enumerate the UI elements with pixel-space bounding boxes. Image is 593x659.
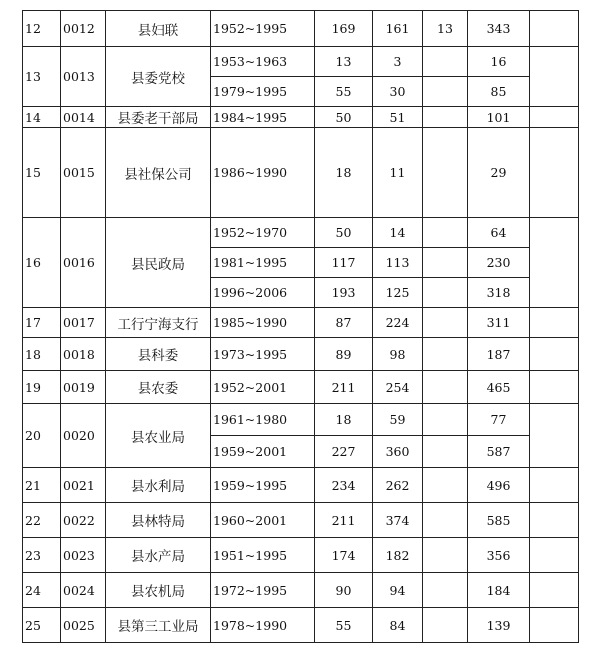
total-cell: 496 <box>468 468 530 503</box>
year-range-cell: 1985~1990 <box>211 308 315 338</box>
total-cell: 311 <box>468 308 530 338</box>
year-range-cell: 1979~1995 <box>211 77 315 107</box>
table-row <box>23 128 579 218</box>
count-b-cell: 3 <box>373 47 423 77</box>
year-range-cell: 1961~1980 <box>211 404 315 436</box>
count-b-cell: 161 <box>373 11 423 47</box>
total-cell: 16 <box>468 47 530 77</box>
total-cell: 101 <box>468 107 530 128</box>
remarks-cell <box>530 538 579 573</box>
row-index-cell: 25 <box>23 608 61 643</box>
remarks-cell <box>530 573 579 608</box>
remarks-cell <box>530 47 579 107</box>
count-a-cell: 174 <box>315 538 373 573</box>
table-row <box>23 538 579 573</box>
row-index-cell: 21 <box>23 468 61 503</box>
organization-name-cell: 县农业局 <box>106 404 211 468</box>
table-row <box>23 404 579 436</box>
remarks-cell <box>530 107 579 128</box>
count-c-cell <box>423 218 468 248</box>
count-a-cell: 211 <box>315 503 373 538</box>
remarks-cell <box>530 308 579 338</box>
count-c-cell: 13 <box>423 11 468 47</box>
count-a-cell: 227 <box>315 436 373 468</box>
count-b-cell: 182 <box>373 538 423 573</box>
year-range-cell: 1952~2001 <box>211 371 315 404</box>
table-row <box>23 47 579 77</box>
year-range-cell: 1972~1995 <box>211 573 315 608</box>
total-cell: 343 <box>468 11 530 47</box>
count-a-cell: 50 <box>315 107 373 128</box>
organization-name-cell: 县水产局 <box>106 538 211 573</box>
year-range-cell: 1996~2006 <box>211 278 315 308</box>
count-b-cell: 98 <box>373 338 423 371</box>
total-cell: 230 <box>468 248 530 278</box>
count-c-cell <box>423 47 468 77</box>
count-c-cell <box>423 404 468 436</box>
count-c-cell <box>423 538 468 573</box>
year-range-cell: 1953~1963 <box>211 47 315 77</box>
row-index-cell: 23 <box>23 538 61 573</box>
row-index-cell: 13 <box>23 47 61 107</box>
count-c-cell <box>423 608 468 643</box>
count-a-cell: 18 <box>315 404 373 436</box>
count-b-cell: 254 <box>373 371 423 404</box>
year-range-cell: 1959~1995 <box>211 468 315 503</box>
total-cell: 139 <box>468 608 530 643</box>
row-index-cell: 24 <box>23 573 61 608</box>
count-b-cell: 125 <box>373 278 423 308</box>
count-a-cell: 211 <box>315 371 373 404</box>
count-a-cell: 55 <box>315 77 373 107</box>
organization-name-cell: 县第三工业局 <box>106 608 211 643</box>
row-index-cell: 15 <box>23 128 61 218</box>
fonds-code-cell: 0021 <box>61 468 106 503</box>
count-c-cell <box>423 468 468 503</box>
row-index-cell: 12 <box>23 11 61 47</box>
fonds-code-cell: 0018 <box>61 338 106 371</box>
remarks-cell <box>530 503 579 538</box>
table-row <box>23 371 579 404</box>
table-row <box>23 468 579 503</box>
fonds-code-cell: 0020 <box>61 404 106 468</box>
total-cell: 465 <box>468 371 530 404</box>
total-cell: 184 <box>468 573 530 608</box>
organization-name-cell: 县民政局 <box>106 218 211 308</box>
table-row <box>23 11 579 47</box>
count-a-cell: 55 <box>315 608 373 643</box>
year-range-cell: 1973~1995 <box>211 338 315 371</box>
year-range-cell: 1986~1990 <box>211 128 315 218</box>
fonds-code-cell: 0015 <box>61 128 106 218</box>
count-c-cell <box>423 107 468 128</box>
year-range-cell: 1952~1970 <box>211 218 315 248</box>
archive-holdings-table <box>22 10 579 643</box>
year-range-cell: 1952~1995 <box>211 11 315 47</box>
total-cell: 356 <box>468 538 530 573</box>
count-c-cell <box>423 371 468 404</box>
count-b-cell: 360 <box>373 436 423 468</box>
count-b-cell: 224 <box>373 308 423 338</box>
total-cell: 318 <box>468 278 530 308</box>
fonds-code-cell: 0024 <box>61 573 106 608</box>
count-b-cell: 113 <box>373 248 423 278</box>
organization-name-cell: 工行宁海支行 <box>106 308 211 338</box>
count-a-cell: 117 <box>315 248 373 278</box>
organization-name-cell: 县委老干部局 <box>106 107 211 128</box>
row-index-cell: 19 <box>23 371 61 404</box>
table-body <box>23 11 579 643</box>
fonds-code-cell: 0019 <box>61 371 106 404</box>
row-index-cell: 18 <box>23 338 61 371</box>
count-a-cell: 90 <box>315 573 373 608</box>
fonds-code-cell: 0022 <box>61 503 106 538</box>
organization-name-cell: 县林特局 <box>106 503 211 538</box>
year-range-cell: 1951~1995 <box>211 538 315 573</box>
total-cell: 64 <box>468 218 530 248</box>
row-index-cell: 14 <box>23 107 61 128</box>
fonds-code-cell: 0013 <box>61 47 106 107</box>
count-a-cell: 234 <box>315 468 373 503</box>
remarks-cell <box>530 404 579 468</box>
count-c-cell <box>423 573 468 608</box>
remarks-cell <box>530 218 579 308</box>
organization-name-cell: 县社保公司 <box>106 128 211 218</box>
fonds-code-cell: 0017 <box>61 308 106 338</box>
total-cell: 77 <box>468 404 530 436</box>
table-row <box>23 608 579 643</box>
year-range-cell: 1978~1990 <box>211 608 315 643</box>
count-c-cell <box>423 128 468 218</box>
total-cell: 85 <box>468 77 530 107</box>
count-c-cell <box>423 436 468 468</box>
organization-name-cell: 县农委 <box>106 371 211 404</box>
organization-name-cell: 县农机局 <box>106 573 211 608</box>
row-index-cell: 17 <box>23 308 61 338</box>
remarks-cell <box>530 11 579 47</box>
row-index-cell: 22 <box>23 503 61 538</box>
count-a-cell: 50 <box>315 218 373 248</box>
row-index-cell: 20 <box>23 404 61 468</box>
year-range-cell: 1984~1995 <box>211 107 315 128</box>
count-b-cell: 59 <box>373 404 423 436</box>
count-b-cell: 11 <box>373 128 423 218</box>
organization-name-cell: 县委党校 <box>106 47 211 107</box>
count-a-cell: 89 <box>315 338 373 371</box>
table-row <box>23 308 579 338</box>
remarks-cell <box>530 608 579 643</box>
count-c-cell <box>423 278 468 308</box>
count-c-cell <box>423 248 468 278</box>
count-a-cell: 169 <box>315 11 373 47</box>
total-cell: 587 <box>468 436 530 468</box>
count-b-cell: 84 <box>373 608 423 643</box>
table-row <box>23 107 579 128</box>
table-row <box>23 218 579 248</box>
count-a-cell: 18 <box>315 128 373 218</box>
count-b-cell: 51 <box>373 107 423 128</box>
count-b-cell: 14 <box>373 218 423 248</box>
fonds-code-cell: 0012 <box>61 11 106 47</box>
remarks-cell <box>530 338 579 371</box>
remarks-cell <box>530 128 579 218</box>
organization-name-cell: 县水利局 <box>106 468 211 503</box>
fonds-code-cell: 0016 <box>61 218 106 308</box>
count-c-cell <box>423 308 468 338</box>
count-a-cell: 87 <box>315 308 373 338</box>
count-b-cell: 94 <box>373 573 423 608</box>
remarks-cell <box>530 468 579 503</box>
count-b-cell: 374 <box>373 503 423 538</box>
count-a-cell: 193 <box>315 278 373 308</box>
year-range-cell: 1981~1995 <box>211 248 315 278</box>
fonds-code-cell: 0025 <box>61 608 106 643</box>
table-row <box>23 573 579 608</box>
count-a-cell: 13 <box>315 47 373 77</box>
count-b-cell: 30 <box>373 77 423 107</box>
year-range-cell: 1959~2001 <box>211 436 315 468</box>
year-range-cell: 1960~2001 <box>211 503 315 538</box>
organization-name-cell: 县科委 <box>106 338 211 371</box>
count-b-cell: 262 <box>373 468 423 503</box>
count-c-cell <box>423 338 468 371</box>
fonds-code-cell: 0014 <box>61 107 106 128</box>
count-c-cell <box>423 77 468 107</box>
remarks-cell <box>530 371 579 404</box>
count-c-cell <box>423 503 468 538</box>
fonds-code-cell: 0023 <box>61 538 106 573</box>
total-cell: 187 <box>468 338 530 371</box>
table-row <box>23 338 579 371</box>
row-index-cell: 16 <box>23 218 61 308</box>
table-row <box>23 503 579 538</box>
total-cell: 29 <box>468 128 530 218</box>
total-cell: 585 <box>468 503 530 538</box>
organization-name-cell: 县妇联 <box>106 11 211 47</box>
